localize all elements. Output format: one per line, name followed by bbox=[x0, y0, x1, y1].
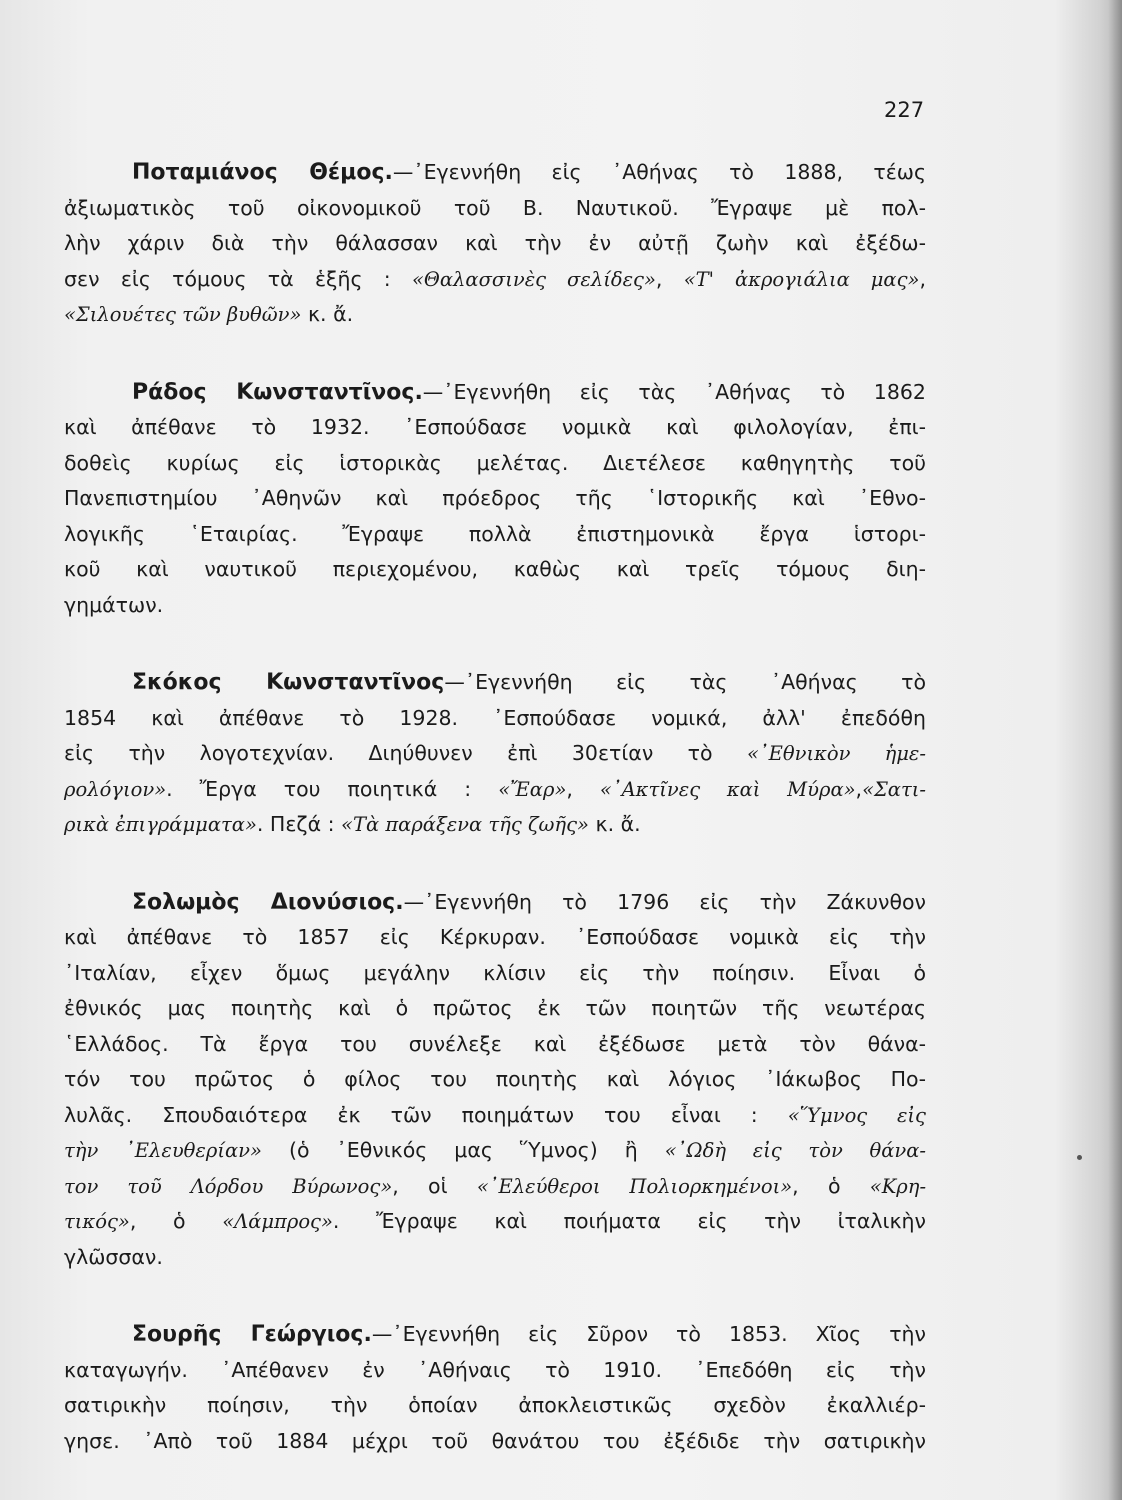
work-title: τον τοῦ Λόρδου Βύρωνος» bbox=[64, 1174, 393, 1198]
biography-entry bbox=[64, 665, 926, 843]
entry-text: ᾿Ιταλίαν, εἶχεν ὅμως μεγάλην κλίσιν εἰς τὴν ποίησιν. Εἶναι ὁ bbox=[64, 960, 926, 985]
entry-line bbox=[64, 1027, 926, 1063]
entry-line bbox=[64, 552, 926, 588]
biography-entry bbox=[64, 885, 926, 1276]
entry-text: γημάτων. bbox=[64, 592, 164, 617]
entry-text: 1854 καὶ ἀπέθανε τὸ 1928. ᾿Εσπούδασε νομικά, ἀλλ' ἐπεδόθη bbox=[64, 705, 926, 730]
work-title: «Ὕμνος εἰς bbox=[787, 1103, 926, 1127]
entry-text: , bbox=[566, 776, 600, 801]
work-title: «Θαλασσινὲς σελίδες» bbox=[411, 267, 656, 291]
entry-name: Σκόκος Κωνσταντῖνος bbox=[132, 670, 445, 695]
entry-name: Σουρῆς Γεώργιος. bbox=[132, 1322, 372, 1347]
entry-text: , οἱ bbox=[392, 1173, 477, 1198]
entry-text: . Ἔργα του ποιητικά : bbox=[166, 776, 499, 801]
entry-text: γλῶσσαν. bbox=[64, 1244, 163, 1269]
biography-entry bbox=[64, 155, 926, 333]
entry-name: Σολωμὸς Διονύσιος. bbox=[132, 889, 404, 915]
entry-line bbox=[64, 1062, 926, 1098]
entry-line bbox=[64, 701, 926, 737]
entry-text: σεν εἰς τόμους τὰ ἑξῆς : bbox=[64, 266, 412, 291]
biography-entry bbox=[64, 1317, 926, 1459]
entry-text: (ὁ ᾿Εθνικός μας Ὕμνος) ἢ bbox=[261, 1138, 665, 1162]
work-title: τὴν ᾿Ελευθερίαν» bbox=[64, 1139, 262, 1162]
entry-text: δοθεὶς κυρίως εἰς ἱστορικὰς μελέτας. Διετέλεσε καθηγητὴς τοῦ bbox=[64, 450, 926, 475]
entry-first-line bbox=[64, 375, 926, 411]
biography-list bbox=[64, 155, 926, 1500]
page-number: 227 bbox=[884, 98, 925, 122]
entry-line bbox=[64, 991, 926, 1027]
entry-first-line bbox=[64, 885, 926, 921]
entry-line bbox=[64, 588, 926, 624]
entry-line bbox=[64, 1098, 926, 1134]
biography-entry bbox=[64, 375, 926, 624]
entry-first-line bbox=[64, 155, 926, 191]
entry-line bbox=[64, 920, 926, 956]
entry-text: . Ἔγραψε καὶ ποιήματα εἰς τὴν ἰταλικὴν bbox=[332, 1209, 927, 1233]
entry-text: σατιρικὴν ποίησιν, τὴν ὁποίαν ἀποκλειστικῶς σχεδὸν ἐκαλλιέρ- bbox=[64, 1393, 926, 1417]
entry-text: —᾿Εγεννήθη τὸ 1796 εἰς τὴν Ζάκυνθον bbox=[403, 889, 926, 914]
entry-text: καὶ ἀπέθανε τὸ 1857 εἰς Κέρκυραν. ᾿Εσπούδασε νομικὰ εἰς τὴν bbox=[64, 925, 926, 949]
entry-line bbox=[64, 262, 926, 298]
entry-text: γησε. ᾿Απὸ τοῦ 1884 μέχρι τοῦ θανάτου του ἐξέδιδε τὴν σατιρικὴν bbox=[64, 1428, 926, 1453]
entry-text: λὴν χάριν διὰ τὴν θάλασσαν καὶ τὴν ἐν αὐτῇ ζωὴν καὶ ἐξέδω- bbox=[64, 231, 926, 255]
work-title: «Ἔαρ» bbox=[498, 777, 567, 801]
work-title: «᾿Ωδὴ εἰς τὸν θάνα- bbox=[664, 1139, 927, 1162]
work-title: «Τ' ἀκρογιάλια μας» bbox=[683, 267, 920, 291]
work-title: «Σιλουέτες τῶν βυθῶν» bbox=[64, 303, 302, 326]
entry-text: , bbox=[919, 266, 926, 291]
entry-text: λογικῆς ῾Εταιρίας. Ἔγραψε πολλὰ ἐπιστημονικὰ ἔργα ἱστορι- bbox=[64, 521, 926, 546]
work-title: τικός» bbox=[64, 1210, 130, 1233]
entry-text: εἰς τὴν λογοτεχνίαν. Διηύθυνεν ἐπὶ 30ετίαν τὸ bbox=[64, 741, 747, 765]
entry-line bbox=[64, 1133, 926, 1169]
page-edge-shadow bbox=[1108, 0, 1122, 1500]
entry-line bbox=[64, 1388, 926, 1424]
entry-text: ῾Ελλάδος. Τὰ ἔργα του συνέλεξε καὶ ἐξέδωσε μετὰ τὸν θάνα- bbox=[64, 1031, 926, 1056]
entry-name: Ποταμιάνος Θέμος. bbox=[132, 160, 393, 185]
entry-text: —᾿Εγεννήθη εἰς τὰς ᾿Αθήνας τὸ 1862 bbox=[422, 379, 926, 404]
entry-line bbox=[64, 1169, 926, 1205]
entry-first-line bbox=[64, 665, 926, 701]
entry-text: καὶ ἀπέθανε τὸ 1932. ᾿Εσπούδασε νομικὰ καὶ φιλολογίαν, ἐπι- bbox=[64, 415, 926, 439]
work-title: «᾿Ακτῖνες καὶ Μύρα» bbox=[599, 777, 856, 801]
entry-text: Πανεπιστημίου ᾿Αθηνῶν καὶ πρόεδρος τῆς ῾Ιστορικῆς καὶ ᾿Εθνο- bbox=[64, 486, 926, 510]
entry-line bbox=[64, 517, 926, 553]
work-title: ρολόγιον» bbox=[64, 777, 167, 801]
entry-line bbox=[64, 1353, 926, 1389]
entry-text: ἀξιωματικὸς τοῦ οἰκονομικοῦ τοῦ Β. Ναυτικοῦ. Ἔγραψε μὲ πολ- bbox=[64, 195, 926, 220]
work-title: «Λάμπρος» bbox=[222, 1210, 333, 1233]
entry-line bbox=[64, 1240, 926, 1276]
entry-line bbox=[64, 1424, 926, 1460]
entry-line bbox=[64, 807, 926, 843]
ink-speck bbox=[1077, 1155, 1082, 1160]
entry-text: λυλᾶς. Σπουδαιότερα ἐκ τῶν ποιημάτων του εἶναι : bbox=[64, 1102, 788, 1127]
entry-text: —᾿Εγεννήθη εἰς τὰς ᾿Αθήνας τὸ bbox=[444, 670, 926, 694]
entry-text: κ. ἄ. bbox=[301, 302, 354, 326]
entry-text: ἐθνικός μας ποιητὴς καὶ ὁ πρῶτος ἐκ τῶν ποιητῶν τῆς νεωτέρας bbox=[64, 996, 926, 1020]
work-title: «Σατι- bbox=[862, 777, 926, 801]
entry-line bbox=[64, 956, 926, 992]
entry-text: , ὁ bbox=[129, 1209, 223, 1233]
entry-text: , ὁ bbox=[792, 1173, 870, 1198]
entry-line bbox=[64, 772, 926, 808]
entry-text: —᾿Εγεννήθη εἰς Σῦρον τὸ 1853. Χῖος τὴν bbox=[371, 1322, 926, 1346]
entry-text: κοῦ καὶ ναυτικοῦ περιεχομένου, καθὼς καὶ τρεῖς τόμους διη- bbox=[64, 557, 926, 581]
entry-name: Ράδος Κωνσταντῖνος. bbox=[132, 379, 423, 405]
entry-text: τόν του πρῶτος ὁ φίλος του ποιητὴς καὶ λόγιος ᾿Ιάκωβος Πο- bbox=[64, 1067, 926, 1091]
work-title: «Κρη- bbox=[869, 1174, 927, 1198]
entry-text: κ. ἄ. bbox=[588, 812, 641, 836]
entry-first-line bbox=[64, 1317, 926, 1353]
work-title: «᾿Ελεύθεροι Πολιορκημένοι» bbox=[476, 1174, 793, 1198]
entry-line bbox=[64, 226, 926, 262]
entry-line bbox=[64, 1204, 926, 1240]
entry-line bbox=[64, 736, 926, 772]
entry-line bbox=[64, 297, 926, 333]
entry-line bbox=[64, 410, 926, 446]
entry-text: . Πεζά : bbox=[256, 812, 342, 836]
entry-text: , bbox=[655, 266, 684, 291]
entry-text: , bbox=[855, 776, 863, 801]
entry-text: καταγωγήν. ᾿Απέθανεν ἐν ᾿Αθήναις τὸ 1910. ᾿Επεδόθη εἰς τὴν bbox=[64, 1357, 926, 1382]
entry-line bbox=[64, 446, 926, 482]
work-title: ρικὰ ἐπιγράμματα» bbox=[64, 813, 257, 836]
entry-line bbox=[64, 191, 926, 227]
entry-text: —᾿Εγεννήθη εἰς ᾿Αθήνας τὸ 1888, τέως bbox=[392, 160, 926, 184]
entry-line bbox=[64, 481, 926, 517]
work-title: «Τὰ παράξενα τῆς ζωῆς» bbox=[341, 813, 589, 836]
work-title: «᾿Εθνικὸν ἡμε- bbox=[746, 742, 926, 765]
